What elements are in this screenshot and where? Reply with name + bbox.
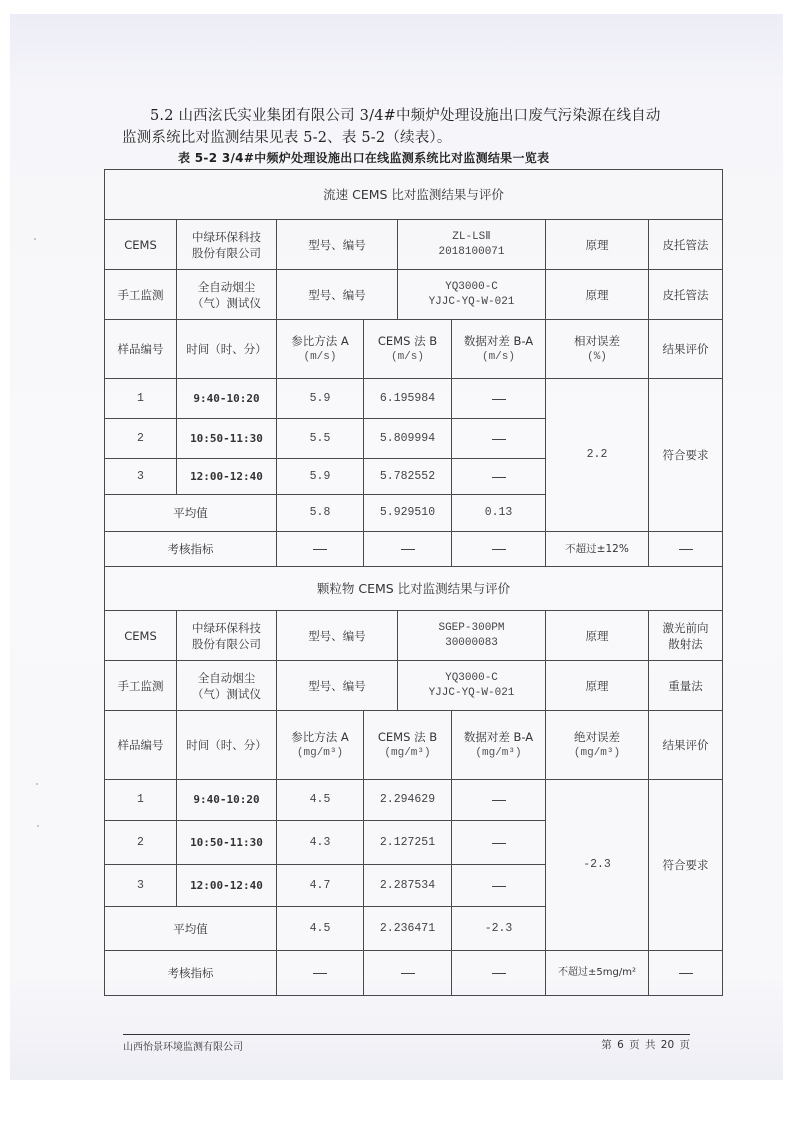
result-value: 符合要求 — [649, 379, 723, 532]
table-caption: 表 5-2 3/4#中频炉处理设施出口在线监测系统比对监测结果一览表 — [178, 151, 550, 165]
principle-label: 原理 — [546, 270, 649, 320]
criteria-b — [364, 532, 452, 567]
table-row — [105, 379, 723, 419]
cems-b-value: 2.294629 — [364, 780, 452, 821]
cems-info-row — [105, 220, 723, 270]
header-diff: 数据对差 B-A (mg/m³) — [452, 711, 546, 780]
principle-label: 原理 — [546, 611, 649, 661]
absolute-error-value: -2.3 — [546, 780, 649, 951]
ref-a-value: 4.5 — [277, 780, 364, 821]
footer-company: 山西怡景环境监测有限公司 — [123, 1042, 243, 1053]
criteria-result — [649, 532, 723, 567]
diff-value — [452, 419, 546, 459]
sample-time: 12:00-12:40 — [177, 865, 277, 907]
dash-icon — [679, 549, 693, 550]
ref-a-value: 5.5 — [277, 419, 364, 459]
cems-info-row — [105, 611, 723, 661]
ref-a-value: 5.9 — [277, 459, 364, 495]
principle-label: 原理 — [546, 661, 649, 711]
diff-value — [452, 865, 546, 907]
header-result: 结果评价 — [649, 320, 723, 379]
principle-value: 重量法 — [649, 661, 723, 711]
cems-model-value: SGEP-300PM 30000083 — [398, 611, 546, 661]
column-header-row — [105, 320, 723, 379]
ref-a-value: 4.3 — [277, 821, 364, 865]
table-row — [105, 780, 723, 821]
header-time: 时间（时、分） — [177, 711, 277, 780]
cems-vendor: 中绿环保科技 股份有限公司 — [177, 611, 277, 661]
criteria-label: 考核指标 — [105, 951, 277, 996]
manual-model-value: YQ3000-C YJJC-YQ-W-021 — [398, 661, 546, 711]
header-cems-b: CEMS 法 B (mg/m³) — [364, 711, 452, 780]
dash-icon — [492, 973, 506, 974]
principle-value: 皮托管法 — [649, 220, 723, 270]
criteria-diff — [452, 951, 546, 996]
dash-icon — [492, 477, 506, 478]
principle-value: 皮托管法 — [649, 270, 723, 320]
criteria-result — [649, 951, 723, 996]
manual-instrument: 全自动烟尘 （气）测试仪 — [177, 270, 277, 320]
diff-value — [452, 780, 546, 821]
scan-speck — [36, 783, 38, 785]
dash-icon — [313, 973, 327, 974]
manual-label: 手工监测 — [105, 270, 177, 320]
dash-icon — [492, 549, 506, 550]
sample-time: 12:00-12:40 — [177, 459, 277, 495]
manual-info-row — [105, 270, 723, 320]
dash-icon — [492, 843, 506, 844]
average-b: 5.929510 — [364, 495, 452, 532]
section-title: 颗粒物 CEMS 比对监测结果与评价 — [105, 567, 723, 611]
intro-line-2: 监测系统比对监测结果见表 5-2、表 5-2（续表）。 — [122, 130, 452, 146]
sample-no: 1 — [105, 379, 177, 419]
dash-icon — [313, 549, 327, 550]
diff-value — [452, 459, 546, 495]
cems-vendor: 中绿环保科技 股份有限公司 — [177, 220, 277, 270]
average-label: 平均值 — [105, 907, 277, 951]
header-absolute-error: 绝对误差 (mg/m³) — [546, 711, 649, 780]
average-label: 平均值 — [105, 495, 277, 532]
sample-time: 10:50-11:30 — [177, 419, 277, 459]
manual-model-value: YQ3000-C YJJC-YQ-W-021 — [398, 270, 546, 320]
header-diff: 数据对差 B-A (m/s) — [452, 320, 546, 379]
cems-model-value: ZL-LSⅡ 2018100071 — [398, 220, 546, 270]
intro-paragraph — [122, 105, 722, 149]
cems-b-value: 2.127251 — [364, 821, 452, 865]
model-label: 型号、编号 — [277, 270, 398, 320]
section-title: 流速 CEMS 比对监测结果与评价 — [105, 170, 723, 220]
flow-rate-table — [104, 169, 723, 567]
cems-b-value: 5.809994 — [364, 419, 452, 459]
sample-no: 3 — [105, 865, 177, 907]
average-b: 2.236471 — [364, 907, 452, 951]
average-diff: -2.3 — [452, 907, 546, 951]
cems-label: CEMS — [105, 611, 177, 661]
relative-error-value: 2.2 — [546, 379, 649, 532]
diff-value — [452, 821, 546, 865]
header-ref-a: 参比方法 A (m/s) — [277, 320, 364, 379]
result-value: 符合要求 — [649, 780, 723, 951]
cems-label: CEMS — [105, 220, 177, 270]
criteria-a — [277, 951, 364, 996]
criteria-error: 不超过±12% — [546, 532, 649, 567]
criteria-row — [105, 532, 723, 567]
sample-no: 2 — [105, 419, 177, 459]
sample-time: 10:50-11:30 — [177, 821, 277, 865]
model-label: 型号、编号 — [277, 661, 398, 711]
criteria-b — [364, 951, 452, 996]
header-time: 时间（时、分） — [177, 320, 277, 379]
cems-b-value: 6.195984 — [364, 379, 452, 419]
footer-divider — [123, 1034, 690, 1035]
sample-no: 1 — [105, 780, 177, 821]
scan-speck — [37, 825, 39, 827]
scan-speck — [34, 238, 36, 240]
average-diff: 0.13 — [452, 495, 546, 532]
criteria-a — [277, 532, 364, 567]
dash-icon — [679, 973, 693, 974]
manual-info-row — [105, 661, 723, 711]
criteria-diff — [452, 532, 546, 567]
dash-icon — [401, 973, 415, 974]
criteria-row — [105, 951, 723, 996]
criteria-label: 考核指标 — [105, 532, 277, 567]
model-label: 型号、编号 — [277, 611, 398, 661]
manual-label: 手工监测 — [105, 661, 177, 711]
model-label: 型号、编号 — [277, 220, 398, 270]
ref-a-value: 5.9 — [277, 379, 364, 419]
footer-page-number: 第 6 页 共 20 页 — [601, 1039, 690, 1051]
manual-instrument: 全自动烟尘 （气）测试仪 — [177, 661, 277, 711]
average-a: 5.8 — [277, 495, 364, 532]
ref-a-value: 4.7 — [277, 865, 364, 907]
cems-b-value: 5.782552 — [364, 459, 452, 495]
dash-icon — [492, 399, 506, 400]
criteria-error: 不超过±5mg/m² — [546, 951, 649, 996]
diff-value — [452, 379, 546, 419]
header-sample-no: 样品编号 — [105, 320, 177, 379]
header-result: 结果评价 — [649, 711, 723, 780]
sample-time: 9:40-10:20 — [177, 780, 277, 821]
principle-value: 激光前向 散射法 — [649, 611, 723, 661]
intro-line-1: 5.2 山西泫氏实业集团有限公司 3/4#中频炉处理设施出口废气污染源在线自动 — [150, 108, 661, 124]
principle-label: 原理 — [546, 220, 649, 270]
header-ref-a: 参比方法 A (mg/m³) — [277, 711, 364, 780]
header-cems-b: CEMS 法 B (m/s) — [364, 320, 452, 379]
dash-icon — [492, 886, 506, 887]
column-header-row — [105, 711, 723, 780]
sample-no: 2 — [105, 821, 177, 865]
sample-time: 9:40-10:20 — [177, 379, 277, 419]
cems-b-value: 2.287534 — [364, 865, 452, 907]
dash-icon — [492, 439, 506, 440]
header-relative-error: 相对误差 (%) — [546, 320, 649, 379]
sample-no: 3 — [105, 459, 177, 495]
average-a: 4.5 — [277, 907, 364, 951]
dash-icon — [401, 549, 415, 550]
particulate-table — [104, 566, 723, 996]
dash-icon — [492, 800, 506, 801]
header-sample-no: 样品编号 — [105, 711, 177, 780]
